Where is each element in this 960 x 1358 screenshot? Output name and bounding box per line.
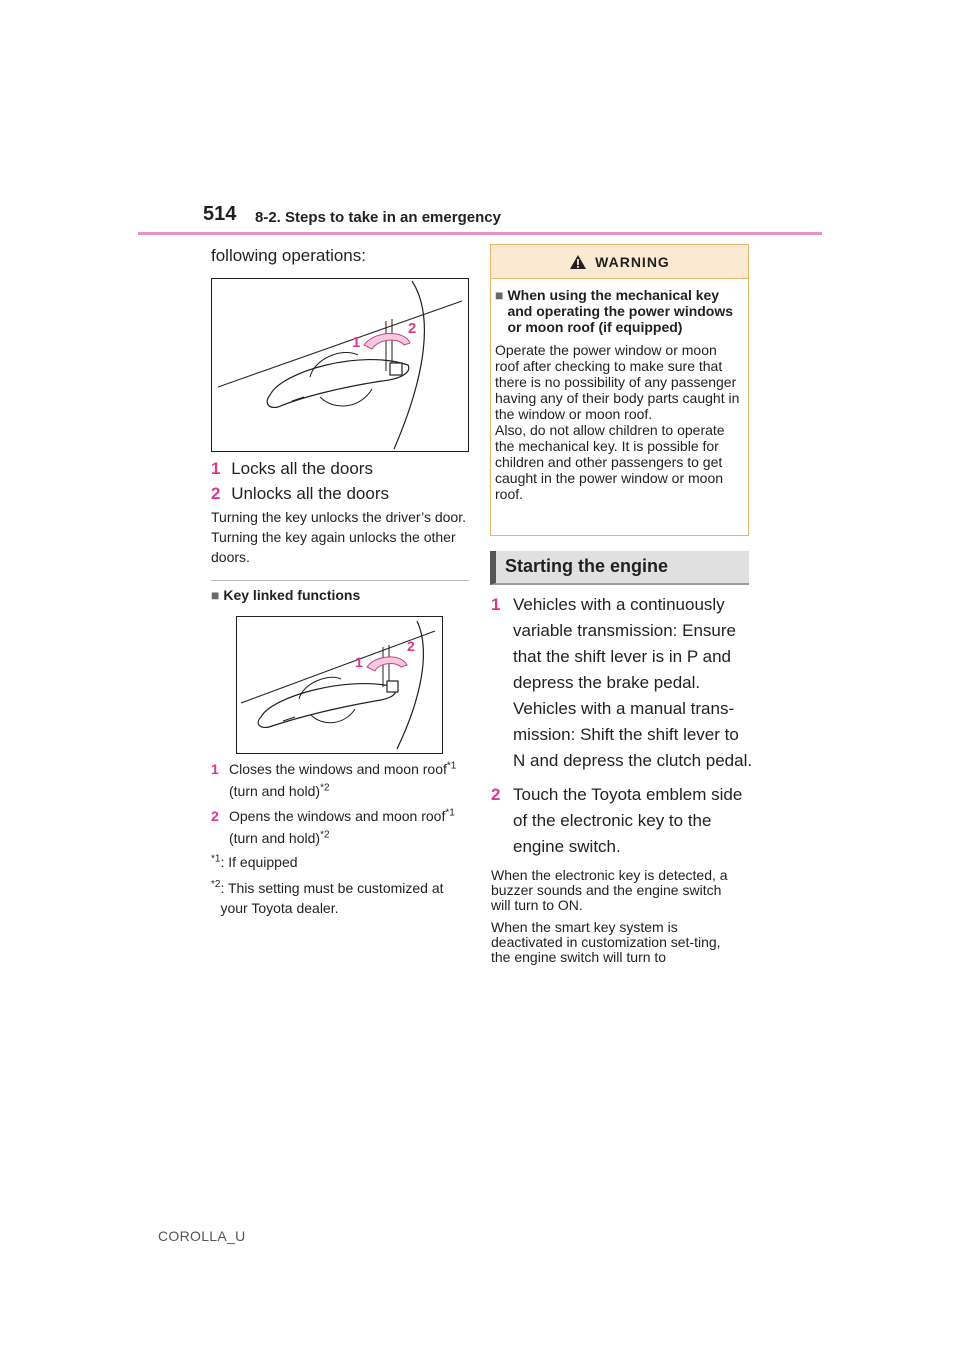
door-handle-illustration-1 bbox=[212, 279, 468, 451]
footnote-mark: *2 bbox=[211, 879, 221, 890]
intro-text: following operations: bbox=[211, 246, 366, 265]
engine-step-1 bbox=[491, 592, 753, 774]
warning-subheading bbox=[495, 287, 742, 335]
footer-model: COROLLA_U bbox=[158, 1228, 246, 1244]
step-text-block bbox=[229, 758, 469, 802]
engine-note-2: When the smart key system is deactivated in customization set-ting, the engine switch will turn to bbox=[491, 919, 721, 965]
figure1-callout-2: 2 bbox=[408, 320, 417, 337]
figure2-callout-2: 2 bbox=[407, 638, 415, 654]
step-text-block bbox=[229, 805, 469, 849]
footnote-ref: *1 bbox=[446, 760, 457, 772]
warning-header bbox=[491, 245, 748, 279]
step-text-after: (turn and hold) bbox=[229, 783, 321, 799]
warning-box bbox=[490, 244, 749, 536]
starting-engine-heading bbox=[490, 551, 749, 585]
warning-title: WARNING bbox=[595, 253, 670, 270]
lock-step-1 bbox=[211, 456, 373, 481]
page-number: 514 bbox=[203, 203, 237, 225]
unlock-step-2 bbox=[211, 481, 389, 506]
warning-subheading-text: When using the mechanical key and operating the power windows or moon roof (if equipped) bbox=[507, 287, 734, 335]
door-handle-figure-2 bbox=[236, 616, 443, 754]
step-number: 1 bbox=[211, 761, 219, 777]
footnote-text: : If equipped bbox=[220, 854, 298, 870]
figure2-callout-1: 1 bbox=[355, 654, 363, 670]
step-number: 2 bbox=[491, 785, 501, 804]
step-text-after: (turn and hold) bbox=[229, 830, 321, 846]
footnote-ref: *1 bbox=[445, 807, 455, 819]
unlock-note: Turning the key unlocks the driver’s door. Turning the key again unlocks the other doors. bbox=[211, 509, 466, 565]
heading-text: Starting the engine bbox=[505, 556, 669, 576]
header-rule bbox=[138, 232, 822, 235]
warning-text: Operate the power window or moon roof after checking to make sure that there is no possibility of any passenger having any of their body parts caught in the window or moon roof. Also, do not allow children to operate the mechanical key. It is possible for children and other passengers to get caught in the power window or moon roof. bbox=[495, 342, 740, 502]
figure1-callout-1: 1 bbox=[352, 334, 361, 351]
square-bullet-icon: ■ bbox=[211, 587, 220, 603]
subheading-text: Key linked functions bbox=[223, 587, 361, 603]
step-number: 1 bbox=[211, 459, 221, 478]
engine-note-1: When the electronic key is detected, a buzzer sounds and the engine switch will turn to ON. bbox=[491, 867, 728, 913]
step-number: 1 bbox=[491, 595, 501, 614]
divider bbox=[211, 580, 469, 581]
close-windows-step bbox=[211, 758, 469, 802]
step-text: Touch the Toyota emblem side of the electronic key to the engine switch. bbox=[513, 785, 743, 856]
footnote-text: : This setting must be customized at your Toyota dealer. bbox=[220, 880, 444, 916]
footnote-2 bbox=[211, 878, 469, 918]
starting-engine-steps bbox=[491, 592, 753, 860]
step-text: Opens the windows and moon roof bbox=[229, 808, 446, 824]
footnote-mark: *1 bbox=[211, 853, 221, 865]
step-text: Vehicles with a continuously variable transmission: Ensure that the shift lever is in P and depress the brake pedal. Vehicles with a manual trans-mission: Shift the shift lever to N and depress the clutch pedal. bbox=[513, 595, 753, 770]
step-text: Unlocks all the doors bbox=[231, 484, 390, 503]
step-number: 2 bbox=[211, 484, 221, 503]
square-bullet-icon: ■ bbox=[495, 287, 504, 303]
step-number: 2 bbox=[211, 808, 219, 824]
step-text: Locks all the doors bbox=[231, 459, 373, 478]
step-text: Closes the windows and moon roof bbox=[229, 761, 447, 777]
footnote-ref: *2 bbox=[320, 829, 330, 841]
footnote-ref: *2 bbox=[320, 782, 330, 794]
key-linked-functions-heading bbox=[211, 587, 360, 603]
open-windows-step bbox=[211, 805, 469, 849]
door-handle-illustration-2 bbox=[237, 617, 442, 753]
warning-body bbox=[491, 279, 748, 502]
section-title: 8-2. Steps to take in an emergency bbox=[255, 209, 501, 226]
warning-triangle-icon bbox=[569, 254, 587, 270]
door-handle-figure-1 bbox=[211, 278, 469, 452]
footnote-1 bbox=[211, 852, 469, 872]
engine-step-2 bbox=[491, 782, 753, 860]
